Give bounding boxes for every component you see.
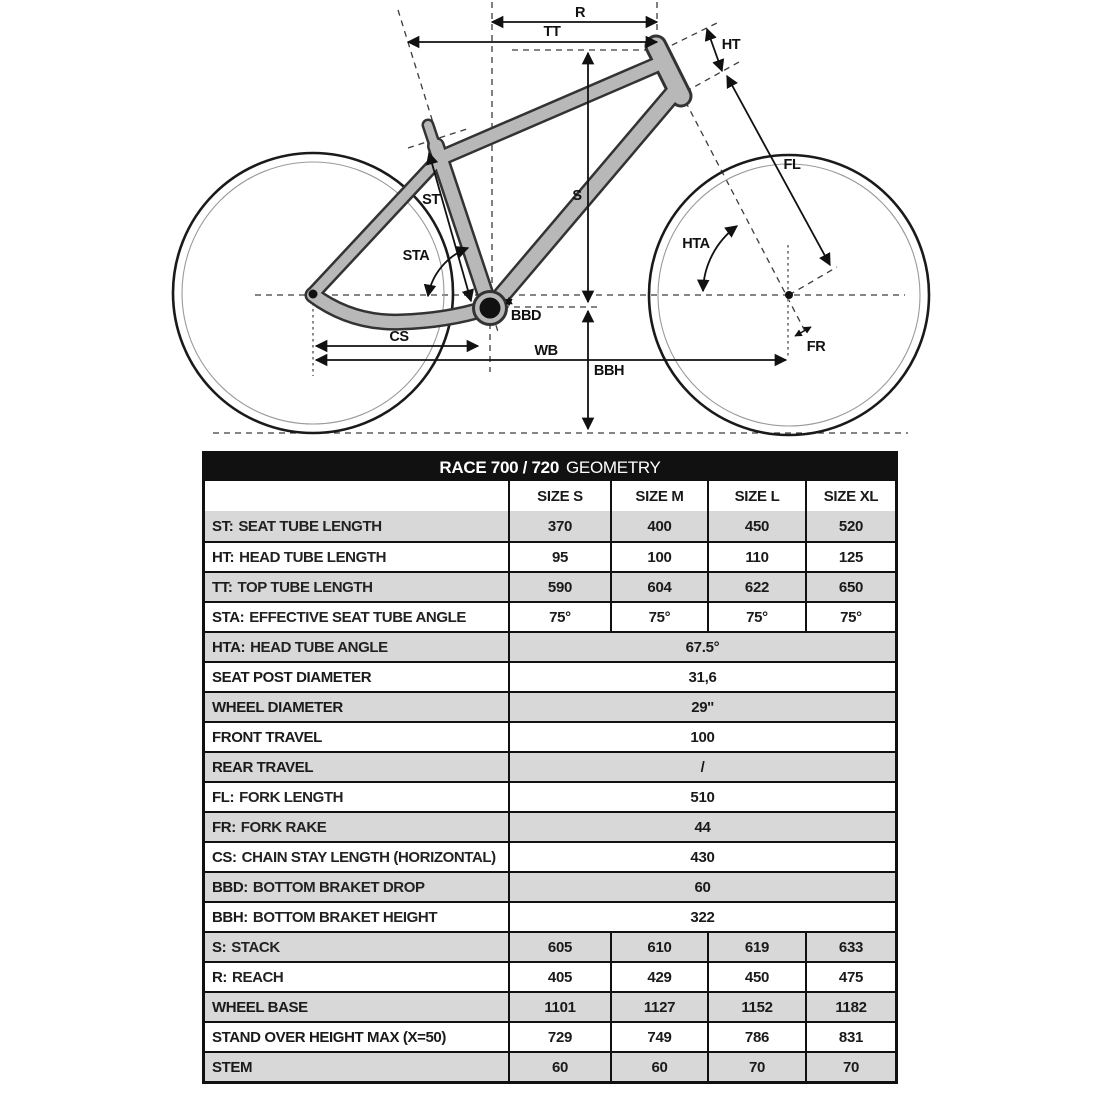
row-value: 75° — [805, 603, 895, 631]
bottom-bracket — [480, 298, 501, 319]
dim-label-bb-drop: BBD — [510, 308, 542, 324]
row-label-text: SEAT POST DIAMETER — [212, 668, 372, 686]
table-title-model: RACE 700 / 720 — [439, 457, 559, 477]
bike-geometry-diagram — [0, 0, 1100, 448]
table-row — [205, 721, 895, 751]
row-label — [205, 753, 508, 781]
table-row — [205, 841, 895, 871]
row-label — [205, 783, 508, 811]
table-row — [205, 661, 895, 691]
row-value: 622 — [707, 573, 805, 601]
dim-label-seat-angle: STA — [402, 248, 430, 264]
row-value: 400 — [610, 511, 707, 541]
row-label — [205, 573, 508, 601]
dim-label-chainstay: CS — [389, 329, 409, 345]
table-title-bar — [205, 454, 895, 481]
table-row — [205, 961, 895, 991]
head-tube-arrow — [707, 29, 722, 71]
row-label-text: STACK — [231, 938, 280, 956]
row-label-text: STAND OVER HEIGHT MAX (X=50) — [212, 1028, 446, 1046]
row-label-text: WHEEL BASE — [212, 998, 308, 1016]
dim-label-top-tube: TT — [543, 24, 561, 40]
row-label — [205, 933, 508, 961]
table-row — [205, 1051, 895, 1081]
row-label-prefix: FL: — [212, 788, 235, 806]
table-row — [205, 781, 895, 811]
table-row — [205, 541, 895, 571]
row-value: 60 — [610, 1053, 707, 1081]
row-value: 510 — [508, 783, 895, 811]
dim-label-seat-tube: ST — [422, 192, 440, 208]
row-label-text: TOP TUBE LENGTH — [237, 578, 373, 596]
table-row — [205, 511, 895, 541]
row-label-text: BOTTOM BRAKET HEIGHT — [252, 908, 438, 926]
row-value: 125 — [805, 543, 895, 571]
dim-label-reach: R — [574, 5, 586, 21]
front-axle — [785, 291, 793, 299]
row-label-text: SEAT TUBE LENGTH — [238, 517, 382, 535]
row-label-text: FORK RAKE — [240, 818, 327, 836]
row-label — [205, 963, 508, 991]
row-value: 322 — [508, 903, 895, 931]
table-row — [205, 991, 895, 1021]
row-value: 619 — [707, 933, 805, 961]
row-value: 1182 — [805, 993, 895, 1021]
table-row — [205, 571, 895, 601]
row-value: 60 — [508, 873, 895, 901]
row-label — [205, 633, 508, 661]
column-header: SIZE M — [610, 481, 707, 511]
row-value: 650 — [805, 573, 895, 601]
row-label — [205, 813, 508, 841]
column-header: SIZE XL — [805, 481, 895, 511]
row-value: 749 — [610, 1023, 707, 1051]
row-value: 590 — [508, 573, 610, 601]
row-label — [205, 511, 508, 541]
row-value: 31,6 — [508, 663, 895, 691]
row-label — [205, 543, 508, 571]
row-label — [205, 873, 508, 901]
row-label — [205, 993, 508, 1021]
row-value: 95 — [508, 543, 610, 571]
dim-label-head-angle: HTA — [682, 236, 710, 252]
row-label-text: BOTTOM BRAKET DROP — [252, 878, 425, 896]
rear-axle — [309, 290, 318, 299]
geometry-table-body — [205, 511, 895, 1081]
row-value: 60 — [508, 1053, 610, 1081]
row-value: 75° — [508, 603, 610, 631]
table-row — [205, 751, 895, 781]
dim-label-head-tube: HT — [721, 37, 741, 53]
dim-label-fork-rake: FR — [806, 339, 826, 355]
row-value: 633 — [805, 933, 895, 961]
row-label-prefix: ST: — [212, 517, 234, 535]
row-value: 1152 — [707, 993, 805, 1021]
row-label-text: REAR TRAVEL — [212, 758, 314, 776]
row-value: 430 — [508, 843, 895, 871]
fork-length-arrow — [727, 76, 830, 265]
row-label-prefix: HT: — [212, 548, 235, 566]
row-label-text: FORK LENGTH — [239, 788, 344, 806]
row-label-text: HEAD TUBE LENGTH — [239, 548, 387, 566]
row-value: 610 — [610, 933, 707, 961]
column-header: SIZE L — [707, 481, 805, 511]
row-value: 100 — [610, 543, 707, 571]
table-title-suffix: GEOMETRY — [566, 457, 661, 477]
row-value: 110 — [707, 543, 805, 571]
row-label — [205, 903, 508, 931]
row-value: 520 — [805, 511, 895, 541]
row-value: 1127 — [610, 993, 707, 1021]
column-header: SIZE S — [508, 481, 610, 511]
row-label — [205, 843, 508, 871]
table-row — [205, 1021, 895, 1051]
row-value: 729 — [508, 1023, 610, 1051]
table-row — [205, 601, 895, 631]
table-row — [205, 631, 895, 661]
row-label-text: FRONT TRAVEL — [212, 728, 322, 746]
row-value: 75° — [707, 603, 805, 631]
row-label-prefix: HTA: — [212, 638, 246, 656]
row-label — [205, 1053, 508, 1081]
dim-label-stack: S — [572, 188, 582, 204]
row-value: 44 — [508, 813, 895, 841]
row-value: 604 — [610, 573, 707, 601]
row-label-prefix: CS: — [212, 848, 237, 866]
row-label-text: HEAD TUBE ANGLE — [250, 638, 388, 656]
row-value: 475 — [805, 963, 895, 991]
wheels — [173, 153, 929, 435]
row-label — [205, 723, 508, 751]
row-label-prefix: FR: — [212, 818, 236, 836]
row-value: 450 — [707, 963, 805, 991]
row-value: 405 — [508, 963, 610, 991]
row-value: 67.5° — [508, 633, 895, 661]
row-value: 100 — [508, 723, 895, 751]
table-row — [205, 901, 895, 931]
row-value: 29'' — [508, 693, 895, 721]
row-label-prefix: BBH: — [212, 908, 248, 926]
row-value: 450 — [707, 511, 805, 541]
row-label-prefix: TT: — [212, 578, 233, 596]
header-empty-cell — [205, 481, 508, 511]
row-value: 786 — [707, 1023, 805, 1051]
row-value: 370 — [508, 511, 610, 541]
row-label-text: EFFECTIVE SEAT TUBE ANGLE — [249, 608, 466, 626]
row-value: 70 — [805, 1053, 895, 1081]
table-header-row — [205, 481, 895, 511]
row-label-prefix: R: — [212, 968, 228, 986]
table-row — [205, 811, 895, 841]
row-label-prefix: S: — [212, 938, 227, 956]
row-label-text: REACH — [232, 968, 284, 986]
dim-label-bb-height: BBH — [593, 363, 625, 379]
dim-label-fork-length: FL — [783, 157, 801, 173]
row-value: 605 — [508, 933, 610, 961]
row-label-text: CHAIN STAY LENGTH (HORIZONTAL) — [241, 848, 496, 866]
table-row — [205, 931, 895, 961]
row-label-text: WHEEL DIAMETER — [212, 698, 343, 716]
row-value: 1101 — [508, 993, 610, 1021]
row-value: 75° — [610, 603, 707, 631]
row-label — [205, 693, 508, 721]
row-label-prefix: STA: — [212, 608, 245, 626]
row-label — [205, 663, 508, 691]
row-value: 429 — [610, 963, 707, 991]
row-label-text: STEM — [212, 1058, 253, 1076]
row-value: / — [508, 753, 895, 781]
dim-label-wheelbase: WB — [534, 343, 558, 359]
geometry-table — [202, 451, 898, 1084]
row-value: 70 — [707, 1053, 805, 1081]
row-value: 831 — [805, 1023, 895, 1051]
frame-outline — [313, 46, 681, 322]
row-label — [205, 1023, 508, 1051]
table-row — [205, 871, 895, 901]
table-row — [205, 691, 895, 721]
row-label-prefix: BBD: — [212, 878, 248, 896]
row-label — [205, 603, 508, 631]
